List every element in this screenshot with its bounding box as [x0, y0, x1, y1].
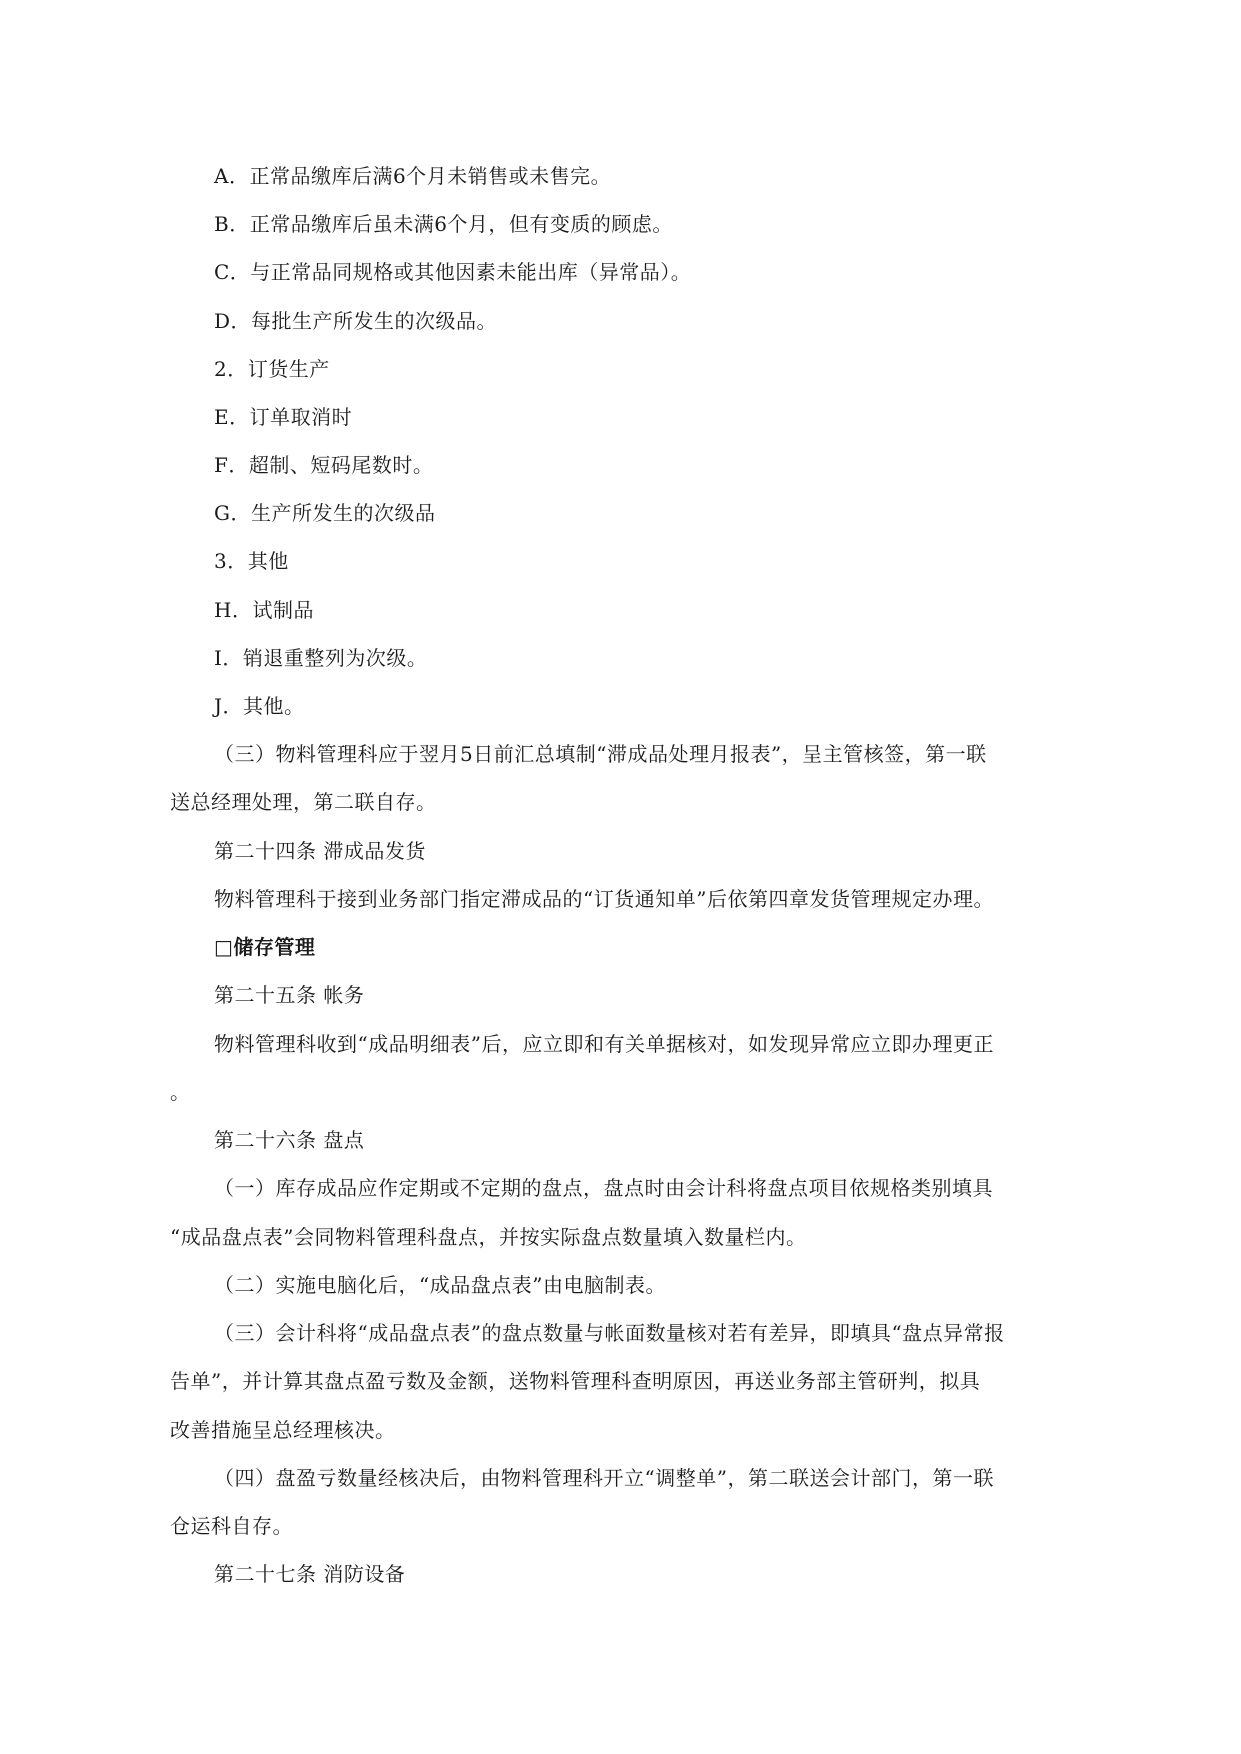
list-item-j: J．其他。: [214, 694, 305, 718]
paragraph-line: 改善措施呈总经理核决。: [170, 1418, 396, 1442]
list-item-b: B．正常品缴库后虽未满6个月，但有变质的顾虑。: [214, 212, 673, 236]
list-item-h: H．试制品: [214, 598, 314, 622]
paragraph-line: （三）物料管理科应于翌月5日前汇总填制“滞成品处理月报表”，呈主管核签，第一联: [214, 742, 987, 766]
section-heading-2: 2．订货生产: [214, 357, 330, 381]
list-item-c: C．与正常品同规格或其他因素未能出库（异常品）。: [214, 260, 692, 284]
list-item-d: D．每批生产所发生的次级品。: [214, 309, 498, 333]
paragraph-line: （一）库存成品应作定期或不定期的盘点，盘点时由会计科将盘点项目依规格类别填具: [214, 1176, 993, 1200]
paragraph-line: 告单”，并计算其盘点盈亏数及金额，送物料管理科查明原因，再送业务部主管研判，拟具: [170, 1369, 981, 1393]
list-item-e: E．订单取消时: [214, 405, 353, 429]
list-item-i: I．销退重整列为次级。: [214, 646, 428, 670]
article-heading-24: 第二十四条 滞成品发货: [214, 839, 426, 863]
paragraph-line: （二）实施电脑化后，“成品盘点表”由电脑制表。: [214, 1273, 666, 1297]
paragraph-line: 仓运科自存。: [170, 1514, 293, 1538]
paragraph-line: 。: [170, 1080, 191, 1104]
article-heading-25: 第二十五条 帐务: [214, 983, 365, 1007]
article-heading-26: 第二十六条 盘点: [214, 1128, 365, 1152]
paragraph-line: “成品盘点表”会同物料管理科盘点，并按实际盘点数量填入数量栏内。: [170, 1225, 807, 1249]
paragraph-line: 物料管理科于接到业务部门指定滞成品的“订货通知单”后依第四章发货管理规定办理。: [214, 887, 994, 911]
paragraph-line: （三）会计科将“成品盘点表”的盘点数量与帐面数量核对若有差异，即填具“盘点异常报: [214, 1321, 1005, 1345]
section-title-storage: □储存管理: [214, 935, 316, 959]
paragraph-line: 送总经理处理，第二联自存。: [170, 790, 437, 814]
article-heading-27: 第二十七条 消防设备: [214, 1562, 406, 1586]
paragraph-line: （四）盘盈亏数量经核决后，由物料管理科开立“调整单”，第二联送会计部门，第一联: [214, 1466, 994, 1490]
paragraph-line: 物料管理科收到“成品明细表”后，应立即和有关单据核对，如发现异常应立即办理更正: [214, 1032, 994, 1056]
list-item-g: G．生产所发生的次级品: [214, 501, 436, 525]
list-item-a: A．正常品缴库后满6个月未销售或未售完。: [214, 164, 612, 188]
section-heading-3: 3．其他: [214, 549, 289, 573]
list-item-f: F．超制、短码尾数时。: [214, 453, 434, 477]
